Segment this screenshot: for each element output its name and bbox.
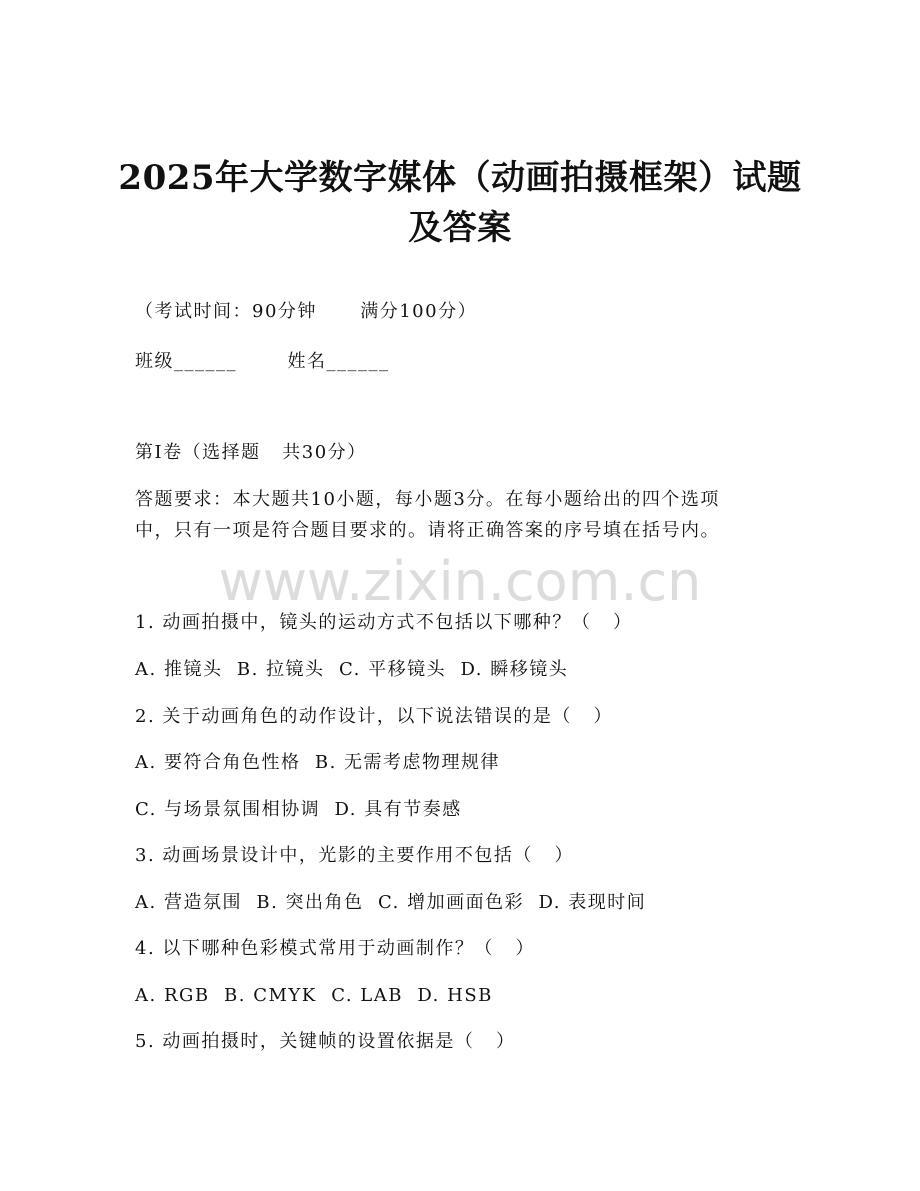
page-title-line-2: 及答案 bbox=[408, 208, 512, 248]
instructions-line-2: 中，只有一项是符合题目要求的。请将正确答案的序号填在括号内。 bbox=[135, 520, 720, 541]
exam-info: （考试时间：90分钟 满分100分） bbox=[135, 301, 478, 322]
question-3-stem: 3. 动画场景设计中，光影的主要作用不包括（ ） bbox=[135, 845, 575, 866]
question-2-options-line-2: C. 与场景氛围相协调 D. 具有节奏感 bbox=[135, 799, 462, 820]
section-heading: 第I卷（选择题 共30分） bbox=[135, 442, 367, 463]
instructions-line-1: 答题要求：本大题共10小题，每小题3分。在每小题给出的四个选项 bbox=[135, 489, 720, 510]
question-1-stem: 1. 动画拍摄中，镜头的运动方式不包括以下哪种？（ ） bbox=[135, 612, 633, 633]
watermark: www.zixin.com.cn bbox=[218, 550, 702, 613]
question-2-options-line-1: A. 要符合角色性格 B. 无需考虑物理规律 bbox=[135, 752, 501, 773]
question-2-stem: 2. 关于动画角色的动作设计，以下说法错误的是（ ） bbox=[135, 706, 614, 727]
student-info: 班级______ 姓名______ bbox=[135, 351, 390, 372]
page-title-line-1: 2025年大学数字媒体（动画拍摄框架）试题 bbox=[118, 158, 802, 198]
question-4-stem: 4. 以下哪种色彩模式常用于动画制作？（ ） bbox=[135, 938, 536, 959]
question-3-options: A. 营造氛围 B. 突出角色 C. 增加画面色彩 D. 表现时间 bbox=[135, 892, 647, 913]
question-1-options: A. 推镜头 B. 拉镜头 C. 平移镜头 D. 瞬移镜头 bbox=[135, 659, 569, 680]
question-4-options: A. RGB B. CMYK C. LAB D. HSB bbox=[135, 985, 493, 1006]
question-5-stem: 5. 动画拍摄时，关键帧的设置依据是（ ） bbox=[135, 1031, 516, 1052]
